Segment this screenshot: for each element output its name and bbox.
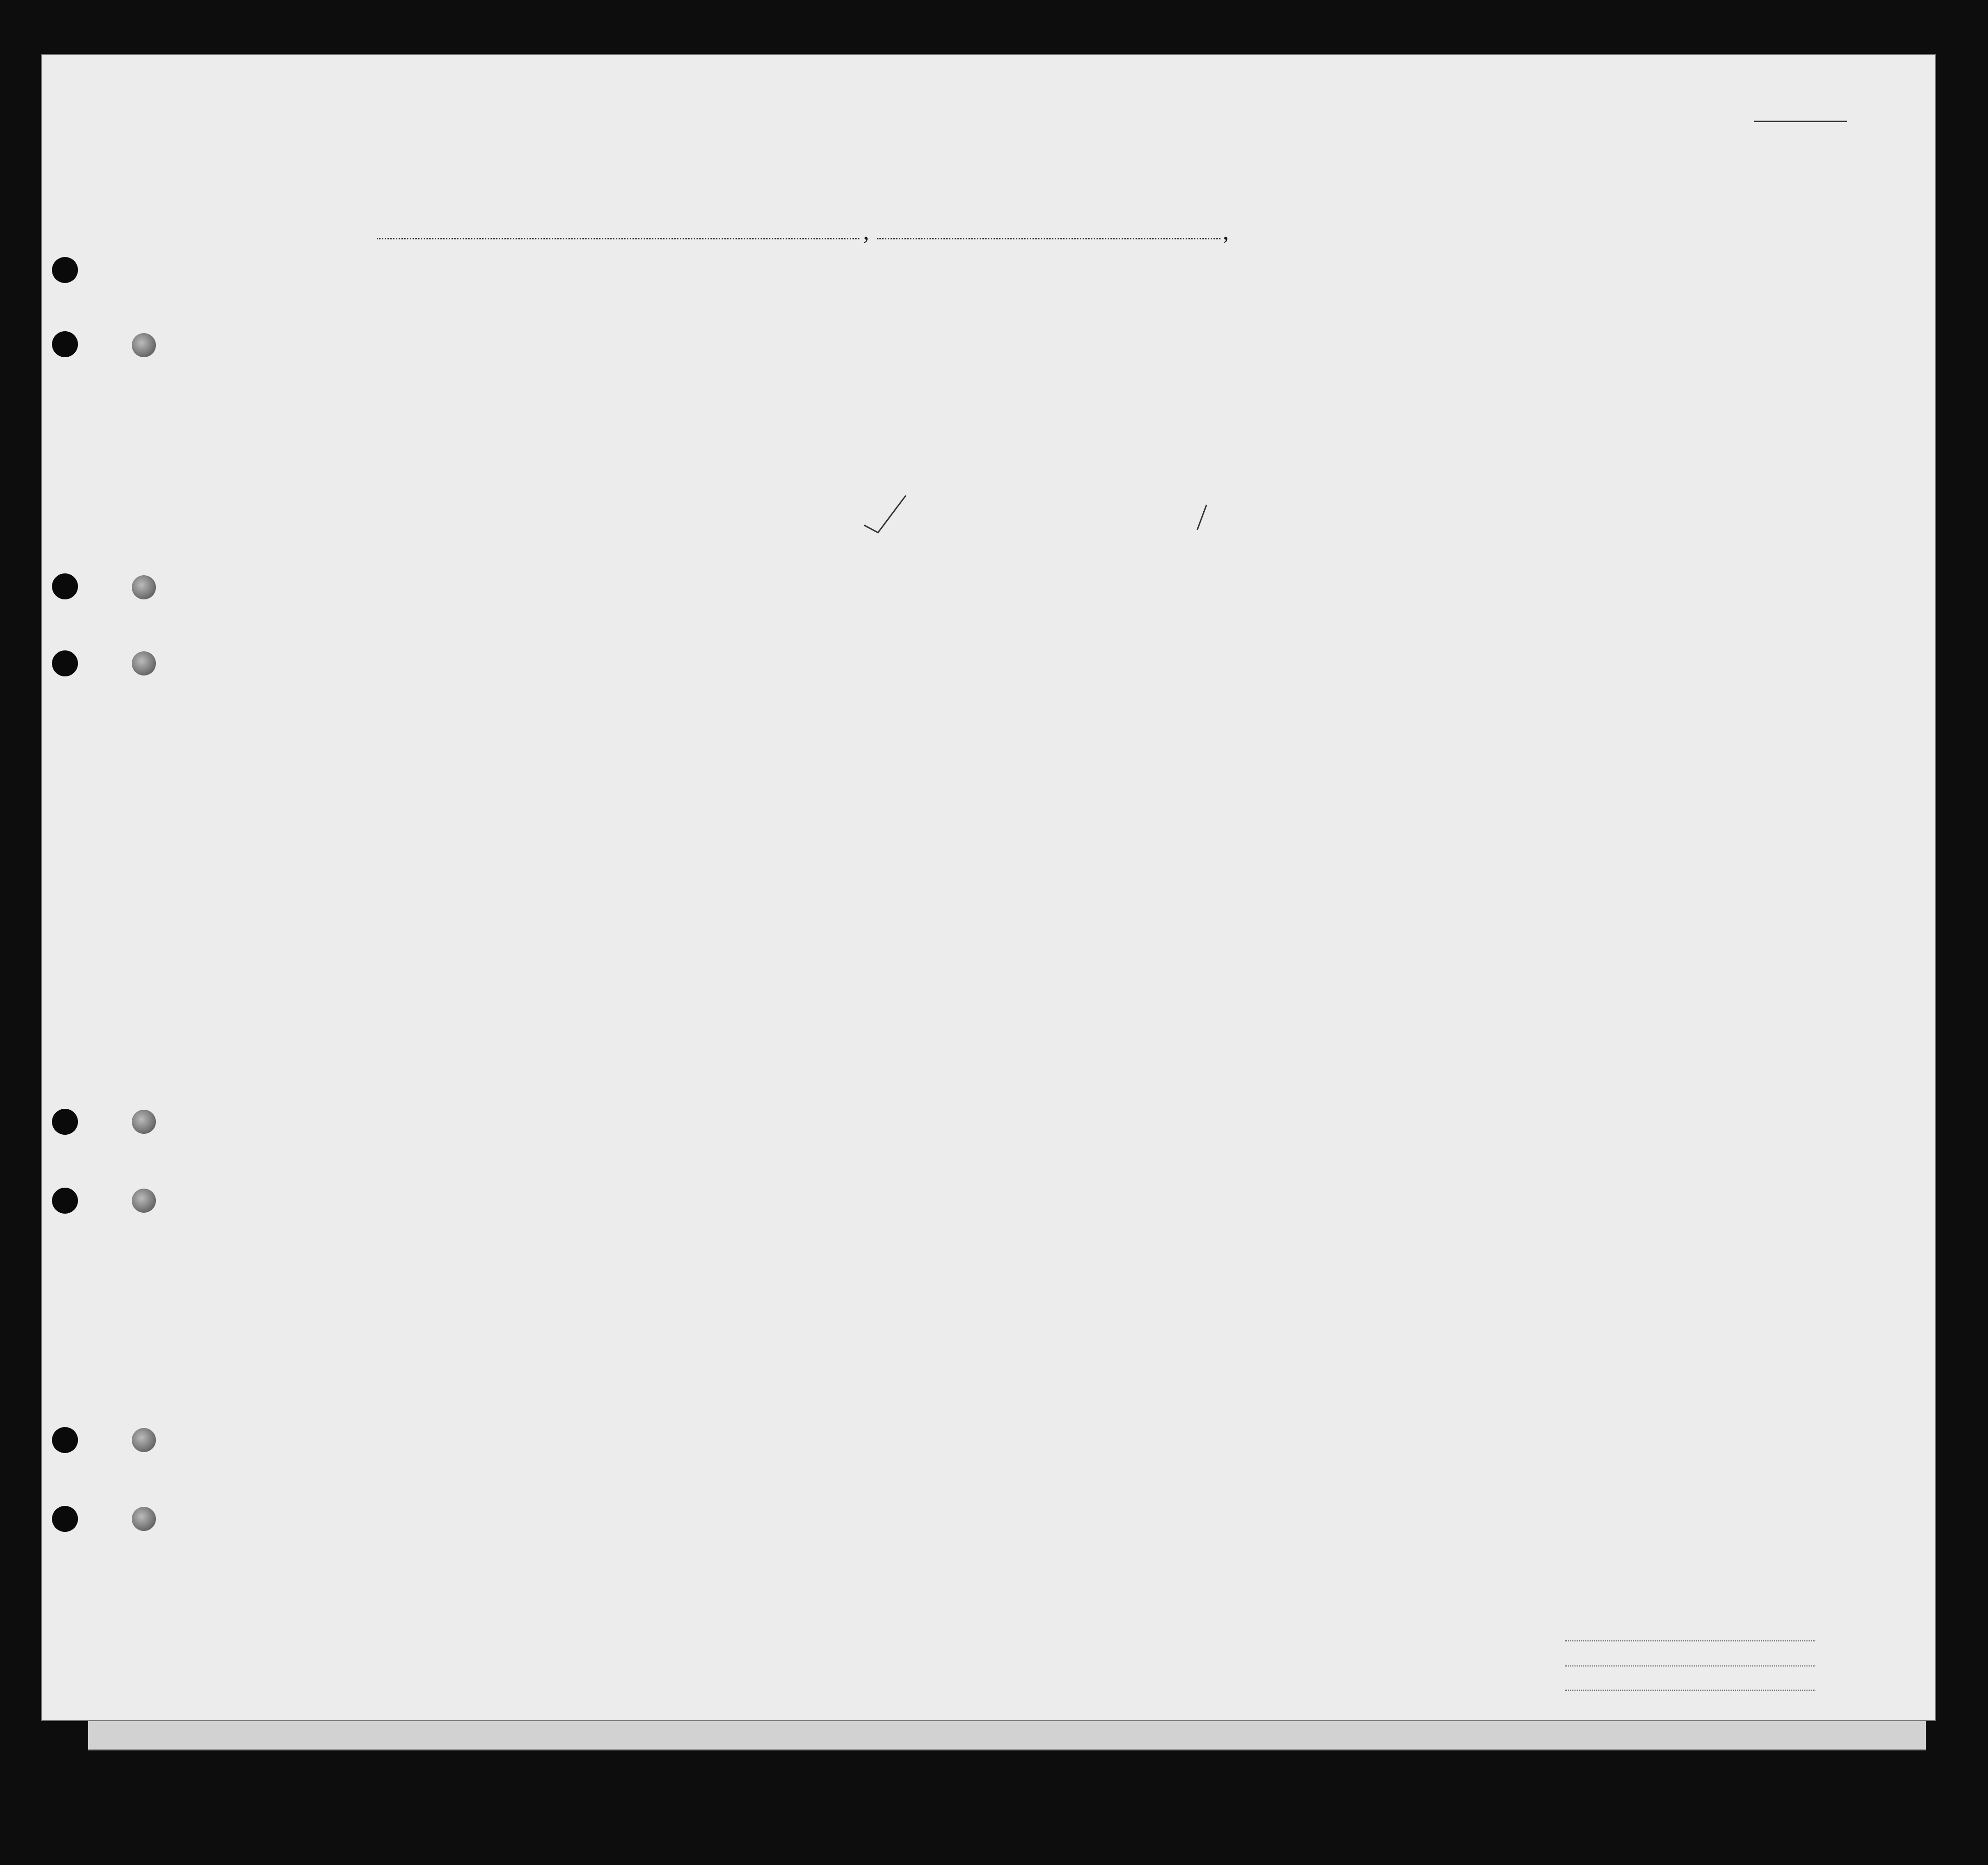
punch-hole <box>52 331 78 357</box>
punch-hole <box>132 333 156 357</box>
punch-hole <box>132 651 156 675</box>
punch-hole <box>52 1109 78 1135</box>
punch-hole <box>132 1189 156 1213</box>
punch-hole <box>52 573 78 599</box>
comma: , <box>1223 219 1229 245</box>
punch-hole <box>132 1507 156 1531</box>
punch-hole <box>52 1188 78 1214</box>
punch-hole <box>52 1506 78 1532</box>
manifest-grid <box>42 55 1935 1720</box>
punch-hole <box>132 575 156 599</box>
punch-hole <box>52 1427 78 1453</box>
punch-hole <box>132 1110 156 1134</box>
checkmark-icon <box>1188 502 1216 534</box>
punch-hole <box>52 650 78 676</box>
comma: , <box>863 219 869 245</box>
manifest-sheet <box>41 54 1936 1721</box>
punch-hole <box>132 1428 156 1452</box>
checkmark-icon <box>859 493 910 534</box>
punch-hole <box>52 257 78 283</box>
